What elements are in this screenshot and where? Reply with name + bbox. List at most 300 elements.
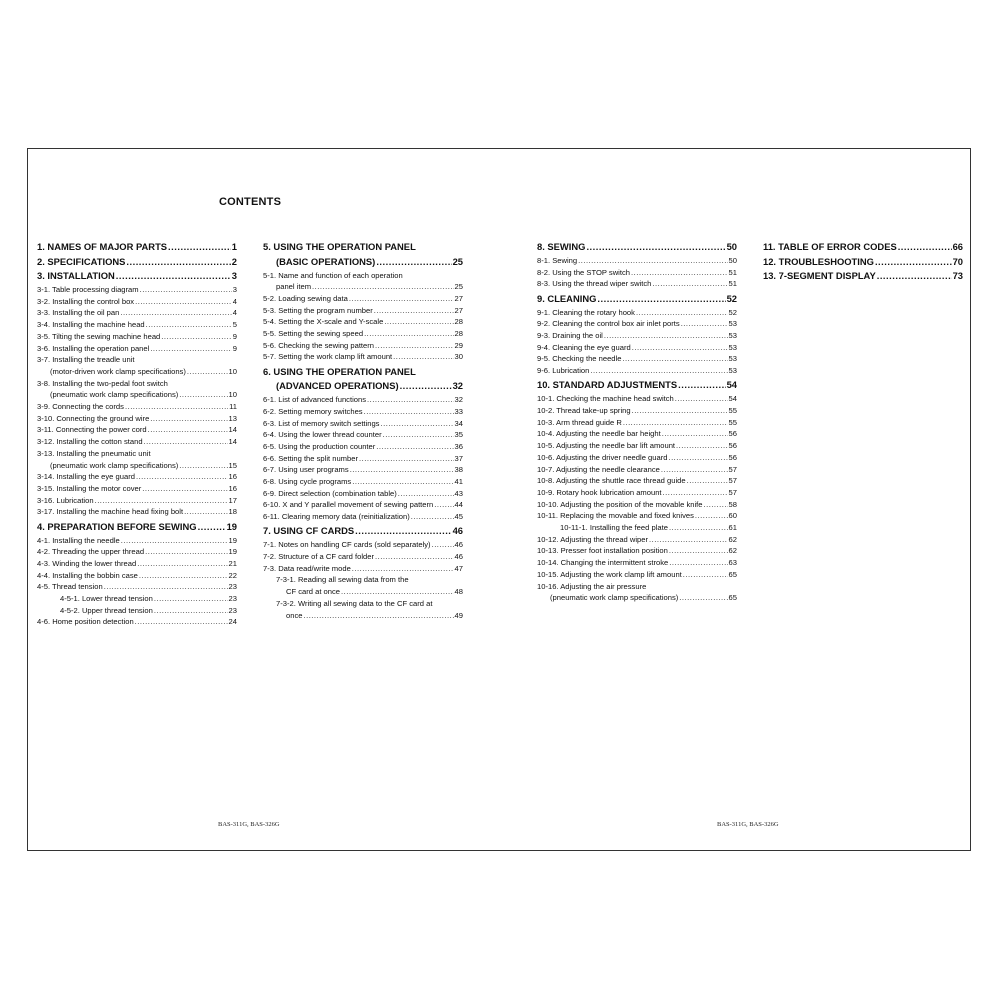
toc-entry[interactable] — [37, 605, 237, 617]
toc-page-number: 9 — [232, 331, 237, 341]
toc-entry-label: (pneumatic work clamp specifications) — [550, 593, 679, 603]
toc-entry[interactable] — [537, 342, 737, 354]
toc-entry[interactable] — [537, 318, 737, 330]
toc-entry[interactable] — [263, 328, 463, 340]
leader-dots — [683, 569, 728, 581]
toc-entry[interactable] — [263, 476, 463, 488]
toc-page-number: 16 — [228, 483, 237, 493]
toc-entry-label: 3-4. Installing the machine head — [37, 320, 145, 330]
contents-title: CONTENTS — [219, 196, 282, 208]
leader-dots — [198, 521, 226, 533]
toc-entry[interactable] — [537, 267, 737, 279]
toc-entry-label: 6. USING THE OPERATION PANEL — [263, 365, 416, 377]
toc-entry[interactable] — [37, 296, 237, 308]
toc-section-entry[interactable] — [763, 241, 963, 253]
toc-page-number: 57 — [728, 464, 737, 474]
leader-dots — [154, 593, 228, 605]
toc-entry-label: 5-6. Checking the sewing pattern — [263, 340, 375, 350]
toc-entry-label: 5-4. Setting the X-scale and Y-scale — [263, 317, 384, 327]
toc-entry[interactable] — [37, 535, 237, 547]
toc-entry[interactable] — [37, 558, 237, 570]
toc-entry[interactable] — [263, 441, 463, 453]
toc-section-entry[interactable] — [263, 525, 463, 537]
leader-dots — [161, 331, 232, 343]
toc-section-entry[interactable] — [37, 270, 237, 282]
leader-dots — [434, 499, 453, 511]
toc-entry-label: 9-1. Cleaning the rotary hook — [537, 307, 635, 317]
leader-dots — [168, 241, 231, 253]
leader-dots — [352, 476, 453, 488]
toc-page-number: 65 — [728, 569, 737, 579]
leader-dots — [681, 318, 728, 330]
toc-page-number: 4 — [232, 308, 237, 318]
toc-entry[interactable] — [537, 353, 737, 365]
toc-page-number: 27 — [454, 293, 463, 303]
toc-entry-label: 5-7. Setting the work clamp lift amount — [263, 352, 393, 362]
toc-entry[interactable] — [537, 440, 737, 452]
toc-entry[interactable] — [537, 499, 737, 511]
leader-dots — [380, 418, 453, 430]
toc-column-3 — [537, 241, 737, 604]
toc-page-number: 19 — [228, 547, 237, 557]
toc-page-number: 56 — [728, 452, 737, 462]
toc-entry[interactable] — [263, 305, 463, 317]
toc-entry-label: 3-7. Installing the treadle unit — [37, 355, 135, 365]
toc-page-number: 53 — [728, 319, 737, 329]
toc-entry-label: 6-3. List of memory switch settings — [263, 418, 380, 428]
toc-entry[interactable] — [37, 343, 237, 355]
leader-dots — [590, 365, 727, 377]
toc-entry-label: 1. NAMES OF MAJOR PARTS — [37, 241, 168, 252]
leader-dots — [375, 551, 454, 563]
toc-entry[interactable] — [263, 394, 463, 406]
toc-section-entry[interactable] — [537, 241, 737, 253]
leader-dots — [375, 340, 454, 352]
toc-page-number: 55 — [728, 406, 737, 416]
toc-page-number: 43 — [454, 488, 463, 498]
toc-entry[interactable] — [537, 428, 737, 440]
toc-page-number: 13 — [228, 413, 237, 423]
toc-page-number: 10 — [228, 390, 237, 400]
toc-entry-label: 8-3. Using the thread wiper switch — [537, 279, 652, 289]
leader-dots — [669, 545, 728, 557]
toc-entry[interactable] — [537, 534, 737, 546]
toc-entry[interactable] — [37, 307, 237, 319]
toc-entry-label: 7-3. Data read/write mode — [263, 563, 351, 573]
leader-dots — [140, 284, 232, 296]
toc-page-number: 45 — [454, 512, 463, 522]
toc-entry-label: (pneumatic work clamp specifications) — [50, 390, 179, 400]
toc-page-number: 32 — [454, 395, 463, 405]
leader-dots — [398, 488, 454, 500]
leader-dots — [411, 511, 454, 523]
toc-entry[interactable] — [37, 471, 237, 483]
toc-entry[interactable] — [263, 488, 463, 500]
toc-entry-label: 10-14. Changing the intermittent stroke — [537, 558, 669, 568]
leader-dots — [632, 405, 728, 417]
toc-entry[interactable] — [37, 366, 237, 378]
toc-page-number: 44 — [454, 500, 463, 510]
toc-entry[interactable] — [263, 610, 463, 622]
leader-dots — [367, 394, 454, 406]
toc-entry-label: 4-5-2. Upper thread tension — [60, 605, 153, 615]
toc-entry[interactable] — [537, 464, 737, 476]
toc-page-number: 35 — [454, 430, 463, 440]
toc-page-number: 24 — [228, 617, 237, 627]
toc-entry-label: 4-6. Home position detection — [37, 617, 134, 627]
leader-dots — [145, 546, 227, 558]
toc-entry-label: CF card at once — [286, 587, 341, 597]
toc-entry[interactable] — [537, 510, 737, 522]
leader-dots — [154, 605, 228, 617]
toc-entry[interactable] — [263, 429, 463, 441]
leader-dots — [187, 366, 228, 378]
toc-column-1 — [37, 241, 237, 628]
toc-page-number: 47 — [454, 563, 463, 573]
toc-entry[interactable] — [263, 293, 463, 305]
toc-entry-label: 6-7. Using user programs — [263, 465, 349, 475]
toc-page-number: 32 — [452, 380, 463, 392]
toc-entry-label: 6-6. Setting the split number — [263, 453, 358, 463]
toc-entry[interactable] — [37, 331, 237, 343]
toc-entry-label: 9-6. Lubrication — [537, 366, 590, 376]
toc-page-number: 46 — [452, 525, 463, 537]
toc-page-number: 11 — [229, 402, 237, 412]
toc-entry[interactable] — [37, 378, 237, 390]
toc-page-number: 53 — [728, 354, 737, 364]
toc-entry-label: 6-1. List of advanced functions — [263, 395, 367, 405]
toc-entry-label: 5-1. Name and function of each operation — [263, 270, 403, 280]
toc-column-2 — [263, 241, 463, 621]
toc-entry-label: 6-11. Clearing memory data (reinitialization) — [263, 512, 410, 522]
toc-entry-label: 3-13. Installing the pneumatic unit — [37, 448, 151, 458]
leader-dots — [586, 241, 725, 253]
toc-entry-label: 10-5. Adjusting the needle bar lift amount — [537, 441, 676, 451]
toc-page-number: 53 — [728, 331, 737, 341]
toc-entry-label: (ADVANCED OPERATIONS) — [276, 380, 399, 392]
toc-entry-label: 13. 7-SEGMENT DISPLAY — [763, 270, 876, 281]
toc-entry[interactable] — [537, 393, 737, 405]
leader-dots — [150, 343, 231, 355]
toc-entry[interactable] — [537, 487, 737, 499]
toc-entry[interactable] — [263, 270, 463, 282]
toc-entry-label: 9-2. Cleaning the control box air inlet ports — [537, 319, 680, 329]
leader-dots — [687, 475, 728, 487]
toc-entry-label: (BASIC OPERATIONS) — [276, 255, 376, 267]
toc-page-number: 56 — [728, 441, 737, 451]
leader-dots — [623, 417, 728, 429]
leader-dots — [120, 307, 231, 319]
toc-entry[interactable] — [263, 316, 463, 328]
toc-page-number: 28 — [454, 329, 463, 339]
leader-dots — [632, 342, 728, 354]
toc-page-number: 18 — [228, 507, 237, 517]
toc-entry-label: 6-4. Using the lower thread counter — [263, 430, 382, 440]
toc-page-number: 53 — [728, 366, 737, 376]
toc-entry[interactable] — [263, 281, 463, 293]
toc-page-number: 50 — [728, 256, 737, 265]
toc-entry-label: 5. USING THE OPERATION PANEL — [263, 241, 416, 252]
toc-section-entry[interactable] — [37, 256, 237, 268]
leader-dots — [622, 353, 727, 365]
toc-entry[interactable] — [37, 460, 237, 472]
toc-entry[interactable] — [263, 340, 463, 352]
toc-page-number: 37 — [454, 453, 463, 463]
leader-dots — [652, 278, 727, 290]
toc-entry-label: 9-3. Draining the oil — [537, 331, 603, 341]
toc-entry[interactable] — [263, 539, 463, 551]
toc-page-number: 25 — [454, 282, 463, 292]
toc-page-number: 14 — [228, 425, 237, 435]
toc-entry-label: 3-3. Installing the oil pan — [37, 308, 120, 318]
toc-page-number: 16 — [228, 472, 237, 482]
leader-dots — [393, 351, 453, 363]
toc-entry[interactable] — [37, 354, 237, 366]
leader-dots — [137, 558, 227, 570]
toc-section-entry[interactable] — [37, 241, 237, 253]
toc-entry[interactable] — [263, 586, 463, 598]
toc-entry-label: 4-5. Thread tension — [37, 582, 103, 592]
toc-entry-label: 10-10. Adjusting the position of the movable knife — [537, 499, 703, 509]
toc-entry[interactable] — [537, 365, 737, 377]
leader-dots — [668, 452, 727, 464]
leader-dots — [364, 406, 454, 418]
toc-entry[interactable] — [537, 307, 737, 319]
toc-page-number: 19 — [228, 535, 237, 545]
leader-dots — [877, 270, 952, 282]
toc-entry-label: 3-15. Installing the motor cover — [37, 483, 142, 493]
toc-entry-label: 10-15. Adjusting the work clamp lift amount — [537, 569, 682, 579]
toc-entry[interactable] — [537, 569, 737, 581]
toc-entry[interactable] — [37, 401, 237, 413]
toc-page-number: 52 — [726, 292, 737, 304]
toc-section-entry[interactable] — [763, 256, 963, 268]
leader-dots — [135, 296, 232, 308]
toc-entry-label: 3-6. Installing the operation panel — [37, 343, 150, 353]
toc-page-number: 28 — [454, 317, 463, 327]
toc-entry-label: 7-3-2. Writing all sewing data to the CF card at — [276, 598, 433, 608]
toc-entry[interactable] — [37, 413, 237, 425]
toc-page-number: 38 — [454, 465, 463, 475]
leader-dots — [144, 436, 228, 448]
toc-entry[interactable] — [537, 592, 737, 604]
toc-entry-label: 4-2. Threading the upper thread — [37, 547, 145, 557]
leader-dots — [146, 319, 232, 331]
leader-dots — [349, 293, 454, 305]
toc-page-number: 9 — [232, 343, 237, 353]
leader-dots — [703, 499, 727, 511]
leader-dots — [597, 293, 725, 305]
toc-page-number: 14 — [228, 437, 237, 447]
leader-dots — [898, 241, 952, 253]
toc-entry[interactable] — [37, 389, 237, 401]
toc-entry-label: 4-1. Installing the needle — [37, 535, 120, 545]
toc-page-number: 52 — [728, 307, 737, 317]
toc-entry[interactable] — [537, 522, 737, 534]
toc-entry-label: 9-5. Checking the needle — [537, 354, 622, 364]
toc-page-number: 61 — [728, 523, 737, 533]
toc-section-entry[interactable] — [263, 241, 463, 253]
toc-page-number: 62 — [728, 534, 737, 544]
toc-entry-label: 10-11-1. Installing the feed plate — [560, 523, 668, 533]
toc-column-4 — [763, 241, 963, 284]
toc-section-entry[interactable] — [537, 379, 737, 391]
toc-entry[interactable] — [37, 546, 237, 558]
toc-entry[interactable] — [263, 464, 463, 476]
toc-entry-label: 7-3-1. Reading all sewing data from the — [276, 575, 409, 585]
leader-dots — [875, 256, 952, 268]
toc-entry[interactable] — [37, 436, 237, 448]
leader-dots — [350, 464, 454, 476]
toc-entry-label: 11. TABLE OF ERROR CODES — [763, 241, 897, 252]
leader-dots — [675, 393, 728, 405]
toc-section-entry[interactable] — [263, 366, 463, 378]
toc-section-entry[interactable] — [763, 270, 963, 282]
toc-entry-label: 10-12. Adjusting the thread wiper — [537, 534, 649, 544]
toc-entry-label: 6-8. Using cycle programs — [263, 477, 352, 487]
toc-entry[interactable] — [263, 406, 463, 418]
toc-entry[interactable] — [537, 255, 737, 267]
toc-entry-label: 4-3. Winding the lower thread — [37, 558, 137, 568]
leader-dots — [136, 471, 228, 483]
leader-dots — [364, 328, 453, 340]
toc-entry[interactable] — [537, 545, 737, 557]
toc-page-number: 50 — [726, 241, 737, 252]
toc-entry-label: once — [286, 610, 303, 620]
toc-entry-label: 3-14. Installing the eye guard — [37, 472, 135, 482]
leader-dots — [139, 570, 228, 582]
toc-page-number: 48 — [454, 587, 463, 597]
toc-section-entry[interactable] — [37, 521, 237, 533]
toc-entry[interactable] — [263, 563, 463, 575]
toc-entry-label: 6-9. Direct selection (combination table) — [263, 488, 397, 498]
toc-entry[interactable] — [263, 598, 463, 610]
toc-entry[interactable] — [263, 511, 463, 523]
toc-page-number: 27 — [454, 305, 463, 315]
toc-entry[interactable] — [263, 453, 463, 465]
toc-section-entry[interactable] — [263, 256, 463, 268]
toc-entry[interactable] — [537, 475, 737, 487]
leader-dots — [303, 610, 453, 622]
toc-entry[interactable] — [537, 330, 737, 342]
toc-entry[interactable] — [537, 405, 737, 417]
toc-entry[interactable] — [263, 418, 463, 430]
toc-page-number: 66 — [952, 241, 963, 252]
toc-entry[interactable] — [263, 574, 463, 586]
toc-page-number: 10 — [228, 366, 237, 376]
toc-page-number: 54 — [728, 394, 737, 404]
toc-entry[interactable] — [37, 506, 237, 518]
toc-entry[interactable] — [537, 581, 737, 593]
toc-entry[interactable] — [37, 581, 237, 593]
leader-dots — [679, 592, 727, 604]
toc-entry[interactable] — [263, 351, 463, 363]
toc-entry[interactable] — [37, 319, 237, 331]
toc-entry[interactable] — [37, 284, 237, 296]
toc-entry-label: 9. CLEANING — [537, 292, 597, 304]
toc-entry[interactable] — [37, 593, 237, 605]
leader-dots — [312, 281, 454, 293]
toc-entry[interactable] — [37, 495, 237, 507]
toc-page-number: 65 — [728, 593, 737, 603]
leader-dots — [142, 483, 227, 495]
toc-page-number: 17 — [228, 495, 237, 505]
toc-entry[interactable] — [537, 278, 737, 290]
toc-entry-label: 3-8. Installing the two-pedal foot switch — [37, 378, 168, 388]
leader-dots — [604, 330, 728, 342]
footer-model-right: BAS-311G, BAS-326G — [717, 821, 779, 828]
toc-entry[interactable] — [537, 452, 737, 464]
toc-page-number: 1 — [231, 241, 237, 252]
toc-entry-label: 10-4. Adjusting the needle bar height — [537, 429, 661, 439]
toc-section-entry[interactable] — [537, 293, 737, 305]
toc-page-number: 19 — [226, 520, 237, 532]
toc-page-number: 5 — [232, 320, 237, 330]
toc-page-number: 23 — [228, 605, 237, 615]
toc-entry-label: 7-2. Structure of a CF card folder — [263, 552, 374, 562]
leader-dots — [341, 586, 454, 598]
toc-entry[interactable] — [537, 417, 737, 429]
toc-entry[interactable] — [37, 448, 237, 460]
leader-dots — [135, 616, 228, 628]
toc-page-number: 51 — [728, 279, 737, 289]
toc-entry-label: 3-2. Installing the control box — [37, 296, 135, 306]
leader-dots — [676, 440, 728, 452]
toc-page-number: 30 — [454, 352, 463, 362]
toc-entry-label: 10-8. Adjusting the shuttle race thread guide — [537, 476, 686, 486]
toc-page-number: 4 — [232, 296, 237, 306]
toc-page-number: 56 — [728, 429, 737, 439]
toc-entry[interactable] — [263, 551, 463, 563]
toc-entry-label: 3-17. Installing the machine head fixing bolt — [37, 507, 184, 517]
leader-dots — [150, 413, 227, 425]
leader-dots — [669, 557, 727, 569]
toc-page-number: 22 — [228, 570, 237, 580]
toc-entry-label: 3-16. Lubrication — [37, 495, 94, 505]
leader-dots — [355, 525, 451, 537]
toc-page-number: 57 — [728, 476, 737, 486]
leader-dots — [578, 255, 727, 267]
leader-dots — [400, 380, 452, 392]
toc-entry-label: 4-5-1. Lower thread tension — [60, 594, 153, 604]
leader-dots — [376, 256, 451, 268]
toc-entry[interactable] — [263, 499, 463, 511]
toc-page-number: 2 — [231, 255, 237, 267]
toc-page-number: 57 — [728, 487, 737, 497]
toc-page-number: 73 — [952, 270, 963, 281]
toc-entry-label: 5-5. Setting the sewing speed — [263, 329, 364, 339]
toc-entry[interactable] — [37, 570, 237, 582]
toc-section-entry[interactable] — [263, 380, 463, 392]
toc-entry-label: panel item — [276, 282, 312, 292]
leader-dots — [678, 379, 725, 391]
toc-page-number: 3 — [232, 285, 237, 294]
toc-entry[interactable] — [37, 616, 237, 628]
toc-entry[interactable] — [37, 483, 237, 495]
leader-dots — [148, 424, 228, 436]
toc-page-number: 23 — [228, 594, 237, 604]
toc-entry-label: 3-11. Connecting the power cord — [37, 425, 147, 435]
toc-page-number: 63 — [728, 558, 737, 568]
toc-entry-label: 8-2. Using the STOP switch — [537, 267, 630, 277]
toc-entry-label: 2. SPECIFICATIONS — [37, 255, 126, 267]
toc-entry-label: 5-2. Loading sewing data — [263, 293, 348, 303]
toc-page-number: 60 — [728, 511, 737, 521]
toc-entry[interactable] — [537, 557, 737, 569]
toc-entry-label: 10-3. Arm thread guide R — [537, 417, 622, 427]
toc-entry[interactable] — [37, 424, 237, 436]
toc-entry-label: 10-13. Presser foot installation position — [537, 546, 668, 556]
